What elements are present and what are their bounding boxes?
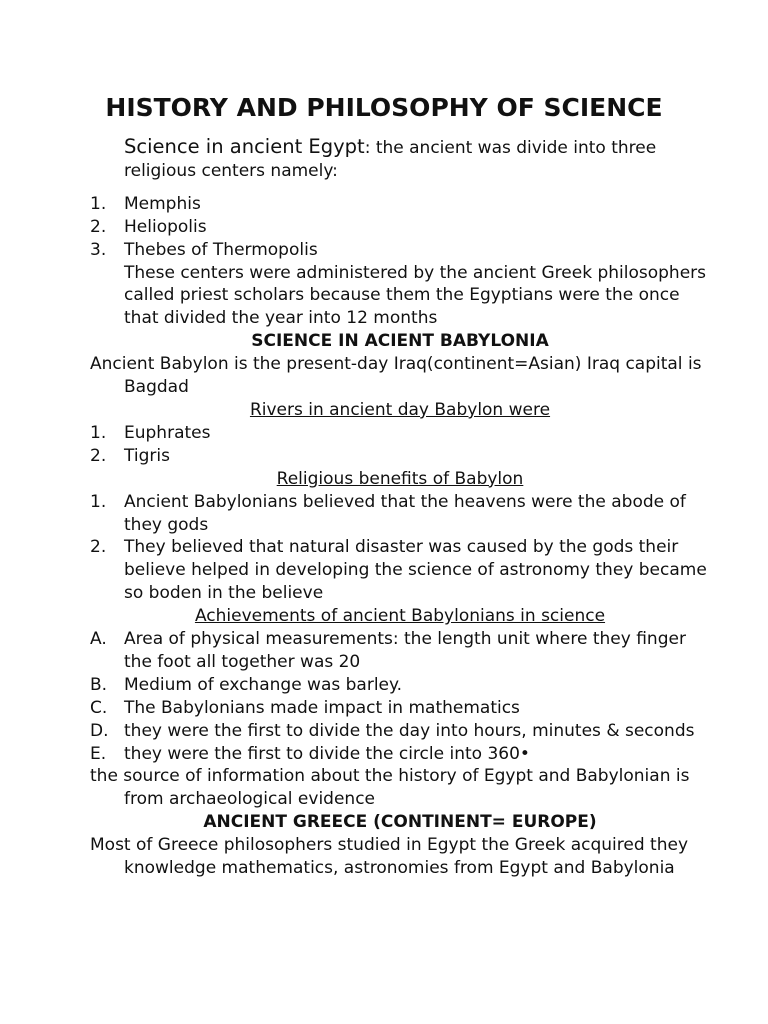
- egypt-note: These centers were administered by the ancient Greek philosophers called priest scholars because them the Egyptians were the once that divided the year into 12 months: [124, 262, 706, 329]
- list-item-text: Thebes of Thermopolis: [124, 239, 318, 260]
- document-body: [90, 136, 710, 880]
- list-item: [90, 422, 710, 445]
- list-item: [90, 697, 710, 720]
- list-marker: 2.: [90, 537, 107, 558]
- list-item: [90, 720, 710, 743]
- list-marker: D.: [90, 720, 109, 741]
- list-marker: C.: [90, 697, 108, 718]
- list-item: [90, 628, 710, 674]
- list-item-text: They believed that natural disaster was caused by the gods their believe helped in developing the science of astronomy they became so boden in the believe: [124, 537, 707, 604]
- list-item-text: Heliopolis: [124, 216, 207, 237]
- list-item: [90, 239, 710, 262]
- egypt-intro-rest: : the ancient was divide into three religious centers namely:: [124, 138, 657, 181]
- rivers-heading: Rivers in ancient day Babylon were: [249, 399, 551, 420]
- babylonia-heading: SCIENCE IN ACIENT BABYLONIA: [251, 331, 549, 352]
- egypt-intro-lead: Science in ancient Egypt: [124, 135, 365, 158]
- egypt-centers-list: [90, 193, 710, 262]
- list-item: [90, 491, 710, 537]
- list-item: [90, 674, 710, 697]
- list-item-text: Tigris: [124, 445, 170, 466]
- list-item: [90, 216, 710, 239]
- achievements-heading: Achievements of ancient Babylonians in science: [194, 606, 606, 627]
- list-item: [90, 536, 710, 605]
- list-item-text: Medium of exchange was barley.: [124, 674, 403, 695]
- list-item-text: Area of physical measurements: the length unit where they finger the foot all together was 20: [124, 629, 686, 672]
- list-item: [90, 445, 710, 468]
- babylonia-intro: Ancient Babylon is the present-day Iraq(continent=Asian) Iraq capital is Bagdad: [90, 354, 702, 398]
- list-marker: 2.: [90, 216, 107, 237]
- document-title: HISTORY AND PHILOSOPHY OF SCIENCE: [105, 93, 663, 122]
- list-marker: 1.: [90, 422, 107, 443]
- greece-text: Most of Greece philosophers studied in Egypt the Greek acquired they knowledge mathematics, astronomies from Egypt and Babylonia: [90, 835, 689, 879]
- list-marker: E.: [90, 743, 107, 764]
- list-item-text: Ancient Babylonians believed that the heavens were the abode of they gods: [124, 491, 686, 535]
- list-item: [90, 743, 710, 766]
- list-item-text: The Babylonians made impact in mathematics: [124, 697, 520, 718]
- source-note: the source of information about the history of Egypt and Babylonian is from archaeological evidence: [90, 766, 690, 810]
- list-marker: A.: [90, 629, 107, 650]
- list-item-text: Memphis: [124, 193, 201, 214]
- list-marker: B.: [90, 674, 108, 695]
- list-item: [90, 193, 710, 216]
- religious-list: [90, 491, 710, 606]
- list-marker: 3.: [90, 239, 107, 260]
- religious-heading: Religious benefits of Babylon: [276, 468, 524, 489]
- list-marker: 1.: [90, 193, 107, 214]
- achievements-list: [90, 628, 710, 765]
- rivers-list: [90, 422, 710, 468]
- list-item-text: they were the first to divide the day into hours, minutes & seconds: [124, 720, 695, 741]
- list-item-text: Euphrates: [124, 422, 211, 443]
- list-item-text: they were the first to divide the circle into 360•: [124, 743, 530, 764]
- egypt-intro: [90, 136, 710, 183]
- greece-heading: ANCIENT GREECE (CONTINENT= EUROPE): [203, 812, 597, 833]
- list-marker: 1.: [90, 491, 107, 512]
- list-marker: 2.: [90, 445, 107, 466]
